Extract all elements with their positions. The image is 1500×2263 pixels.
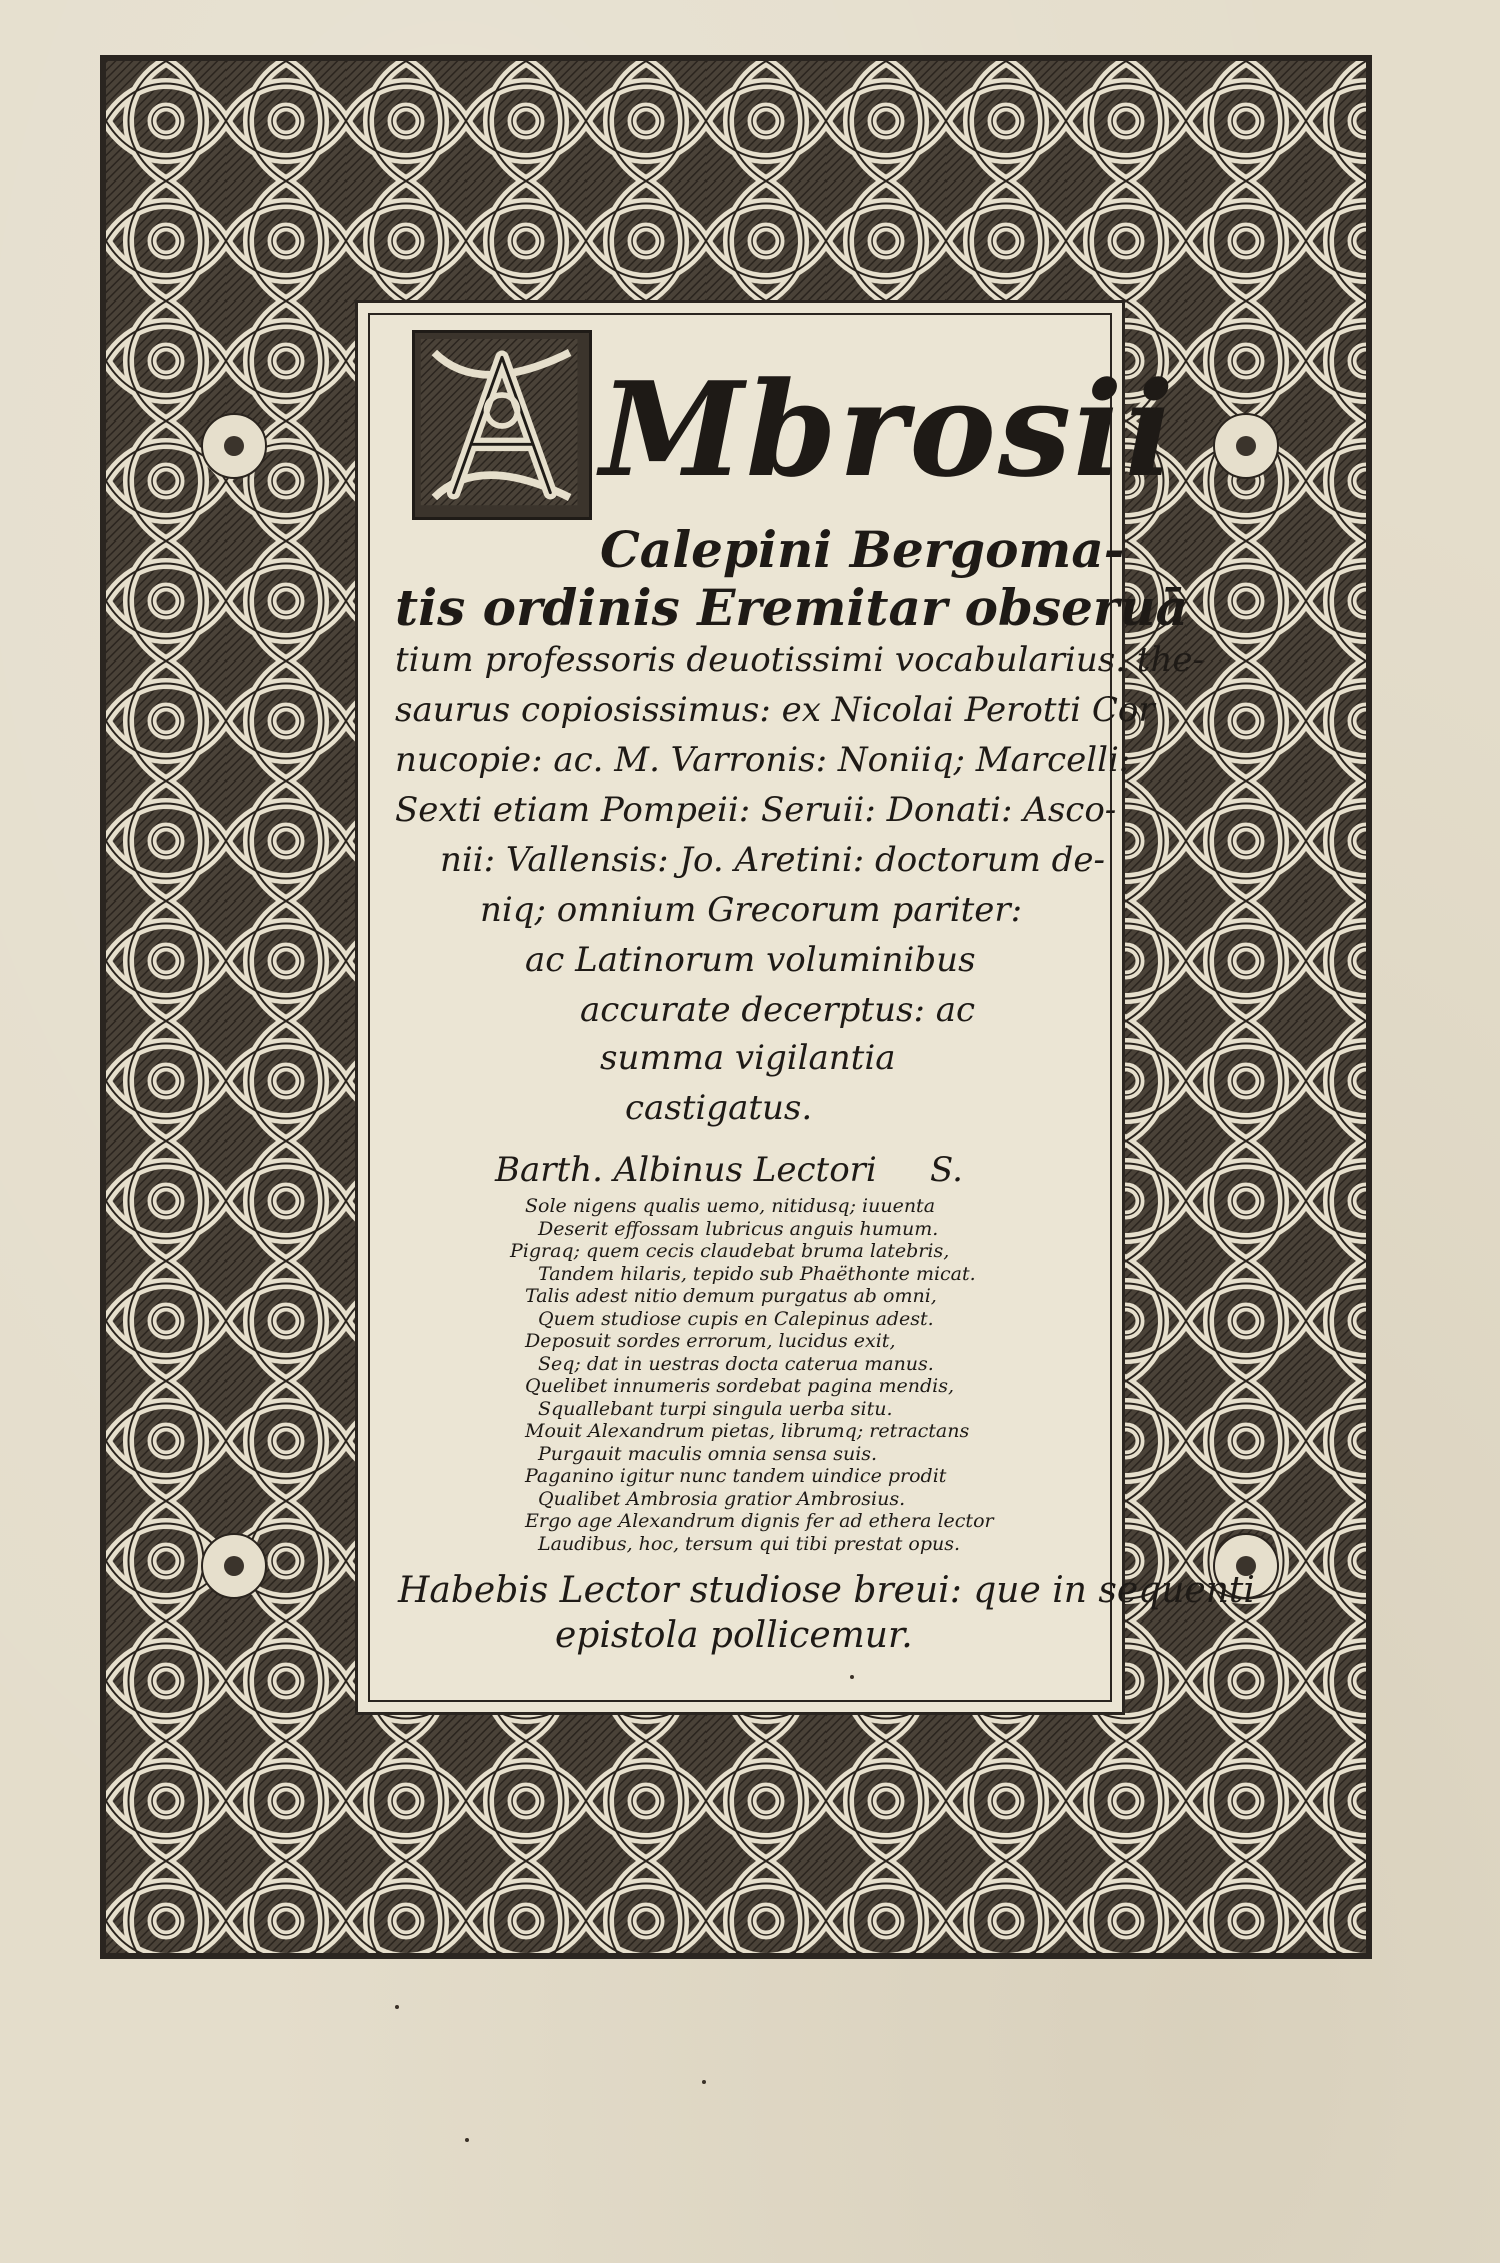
- salutation-left: Barth. Albinus Lectori: [495, 1150, 877, 1190]
- initial-letter-a-icon: [415, 333, 589, 517]
- paper-speck: [702, 2080, 706, 2084]
- title-word: Mbrosii: [600, 353, 1176, 506]
- closing-line-2: epistola pollicemur.: [555, 1615, 913, 1656]
- salutation-right: S.: [930, 1150, 963, 1190]
- poem-line-14: Qualibet Ambrosia gratior Ambrosius.: [538, 1487, 906, 1510]
- poem-line-15: Ergo age Alexandrum dignis fer ad ethera lector: [525, 1510, 994, 1532]
- paper-speck: [850, 1675, 854, 1679]
- poem-line-1: Sole nigens qualis uemo, nitidusq; iuuenta: [525, 1195, 936, 1217]
- body-line-8: niq; omnium Grecorum pariter:: [480, 890, 1023, 930]
- body-line-6: Sexti etiam Pompeii: Seruii: Donati: Asco-: [395, 790, 1117, 830]
- poem-line-11: Mouit Alexandrum pietas, librumq; retractans: [525, 1420, 970, 1442]
- poem-line-12: Purgauit maculis omnia sensa suis.: [538, 1442, 878, 1465]
- poem-line-7: Deposuit sordes errorum, lucidus exit,: [525, 1330, 896, 1352]
- poem-line-6: Quem studiose cupis en Calepinus adest.: [538, 1307, 934, 1330]
- decorated-initial: [412, 330, 592, 520]
- body-line-4: saurus copiosissimus: ex Nicolai Perotti Cor: [395, 690, 1155, 730]
- poem-line-16: Laudibus, hoc, tersum qui tibi prestat opus.: [538, 1532, 961, 1555]
- poem-line-13: Paganino igitur nunc tandem uindice prodit: [525, 1465, 947, 1487]
- body-line-12: castigatus.: [625, 1088, 813, 1128]
- body-line-11: summa vigilantia: [600, 1038, 896, 1078]
- body-line-5: nucopie: ac. M. Varronis: Noniiq; Marcelli:: [395, 740, 1131, 780]
- poem-line-4: Tandem hilaris, tepido sub Phaëthonte micat.: [538, 1262, 976, 1285]
- poem-line-3: Pigraq; quem cecis claudebat bruma latebris,: [510, 1240, 950, 1262]
- body-line-3: tium professoris deuotissimi vocabularius. the-: [395, 640, 1204, 680]
- body-line-9: ac Latinorum voluminibus: [525, 940, 976, 980]
- poem-line-8: Seq; dat in uestras docta caterua manus.: [538, 1352, 934, 1375]
- poem-line-9: Quelibet innumeris sordebat pagina mendis,: [525, 1375, 954, 1397]
- closing-line-1: Habebis Lector studiose breui: que in sequenti: [398, 1570, 1255, 1611]
- body-line-2: tis ordinis Eremitar obseruā: [395, 578, 1188, 637]
- poem-line-2: Deserit effossam lubricus anguis humum.: [538, 1217, 939, 1240]
- body-line-1: Calepini Bergoma-: [600, 520, 1125, 579]
- poem-line-10: Squallebant turpi singula uerba situ.: [538, 1397, 893, 1420]
- body-line-7: nii: Vallensis: Jo. Aretini: doctorum de-: [440, 840, 1106, 880]
- body-line-10: accurate decerptus: ac: [580, 990, 976, 1030]
- paper-speck: [395, 2005, 399, 2009]
- poem-line-5: Talis adest nitio demum purgatus ab omni,: [525, 1285, 937, 1307]
- paper-speck: [465, 2138, 469, 2142]
